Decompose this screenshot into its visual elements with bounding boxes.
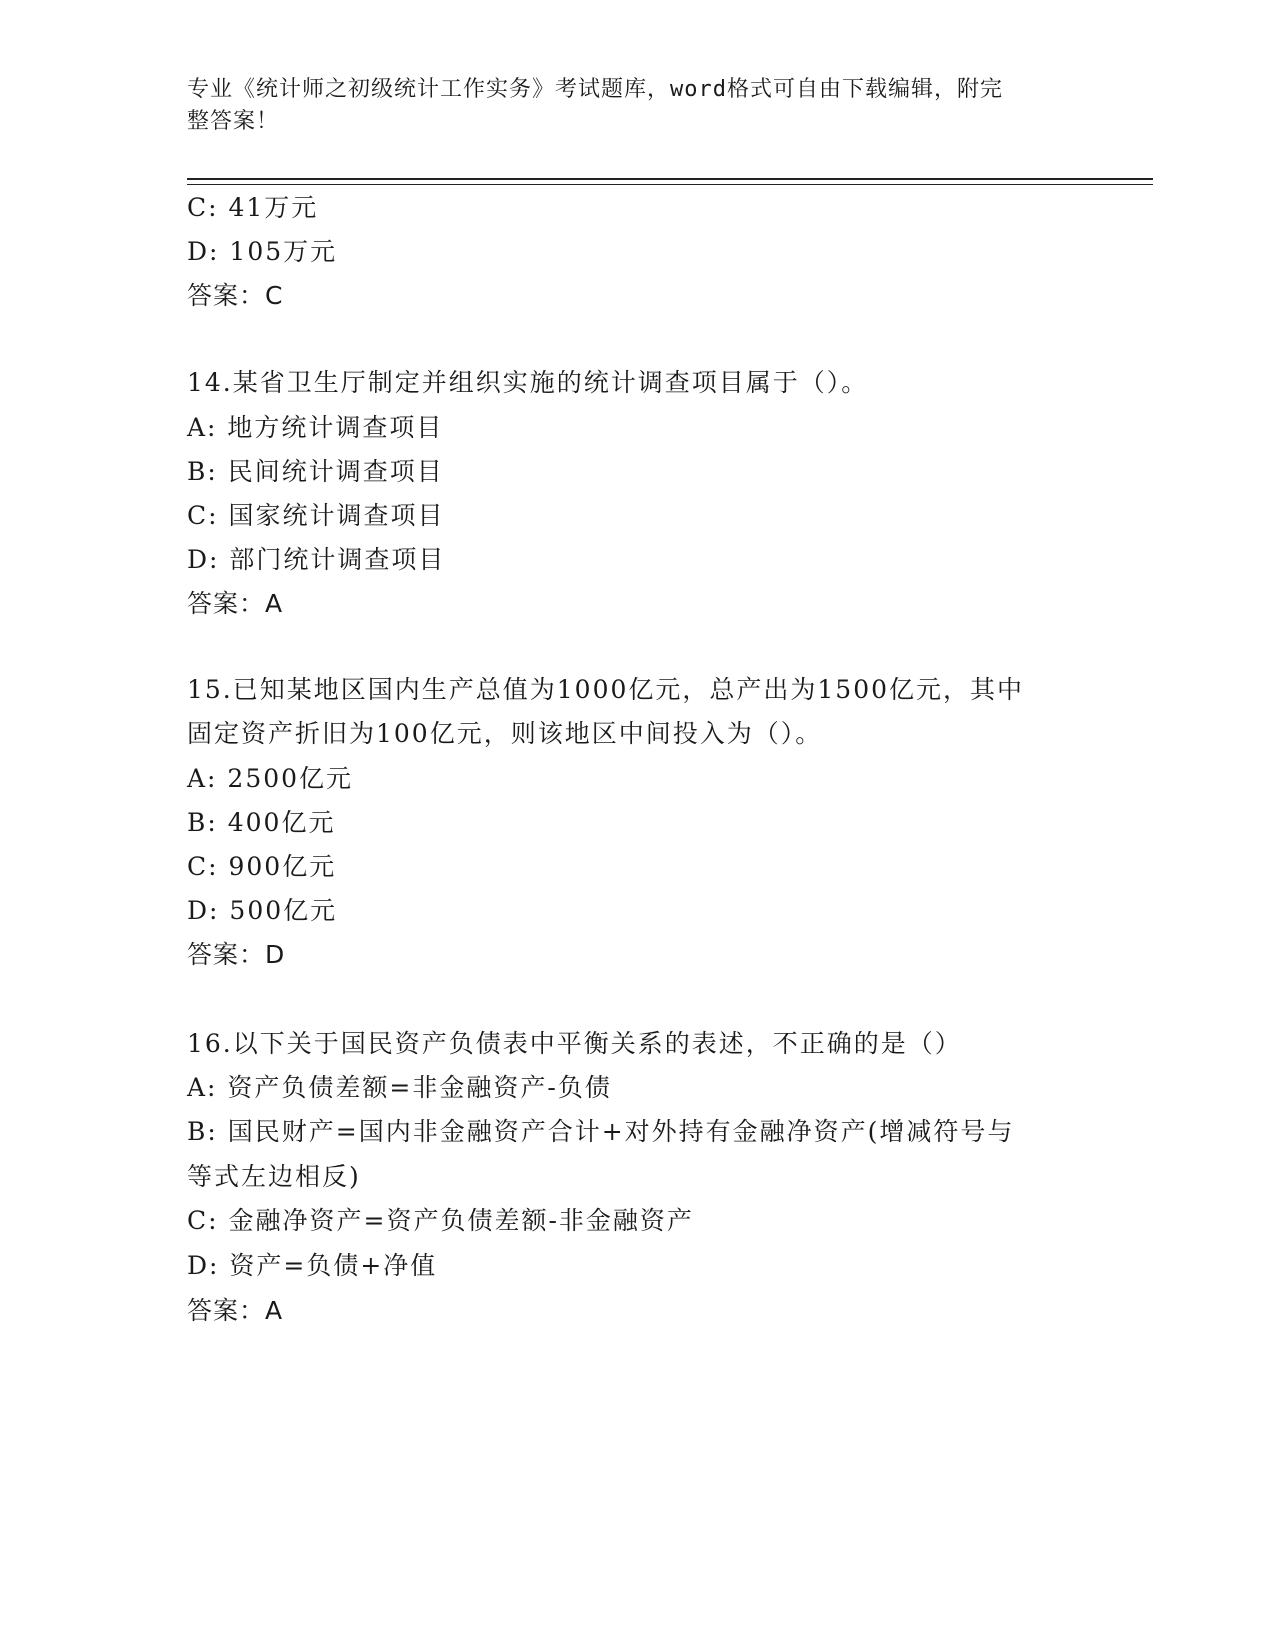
q16-option-a: A: 资产负债差额=非金融资产-负债	[187, 1073, 612, 1102]
q13-answer: 答案：C	[187, 281, 284, 310]
header-divider-thick	[187, 178, 1153, 180]
q13-option-d: D: 105万元	[187, 237, 338, 266]
header-divider-thin	[187, 184, 1153, 185]
q14-option-d: D: 部门统计调查项目	[187, 545, 446, 574]
q15-option-b: B: 400亿元	[187, 808, 336, 837]
q16-option-b-line-2: 等式左边相反)	[187, 1162, 361, 1191]
q13-option-c: C: 41万元	[187, 193, 319, 222]
document-header	[187, 74, 1067, 138]
q14-option-a: A: 地方统计调查项目	[187, 413, 444, 442]
q16-option-b-line-1: B: 国民财产=国内非金融资产合计+对外持有金融净资产(增减符号与	[187, 1117, 1015, 1146]
q14-option-c: C: 国家统计调查项目	[187, 501, 445, 530]
q14-option-b: B: 民间统计调查项目	[187, 457, 444, 486]
q16-answer: 答案：A	[187, 1296, 284, 1325]
q16-option-d: D: 资产=负债+净值	[187, 1251, 438, 1280]
q15-option-c: C: 900亿元	[187, 852, 337, 881]
q15-answer: 答案：D	[187, 940, 286, 969]
q16-stem: 16.以下关于国民资产负债表中平衡关系的表述，不正确的是（）	[187, 1029, 962, 1058]
header-line-1: 专业《统计师之初级统计工作实务》考试题库，word格式可自由下载编辑，附完	[187, 77, 1003, 102]
q15-option-d: D: 500亿元	[187, 896, 338, 925]
q14-answer: 答案：A	[187, 589, 284, 618]
q15-stem-line-2: 固定资产折旧为100亿元，则该地区中间投入为（）。	[187, 719, 823, 748]
q15-stem-line-1: 15.已知某地区国内生产总值为1000亿元，总产出为1500亿元，其中	[187, 675, 1025, 704]
q16-option-c: C: 金融净资产=资产负债差额-非金融资产	[187, 1206, 694, 1235]
header-line-2: 整答案！	[187, 109, 280, 134]
q15-option-a: A: 2500亿元	[187, 764, 354, 793]
q14-stem: 14.某省卫生厅制定并组织实施的统计调查项目属于（）。	[187, 368, 869, 397]
